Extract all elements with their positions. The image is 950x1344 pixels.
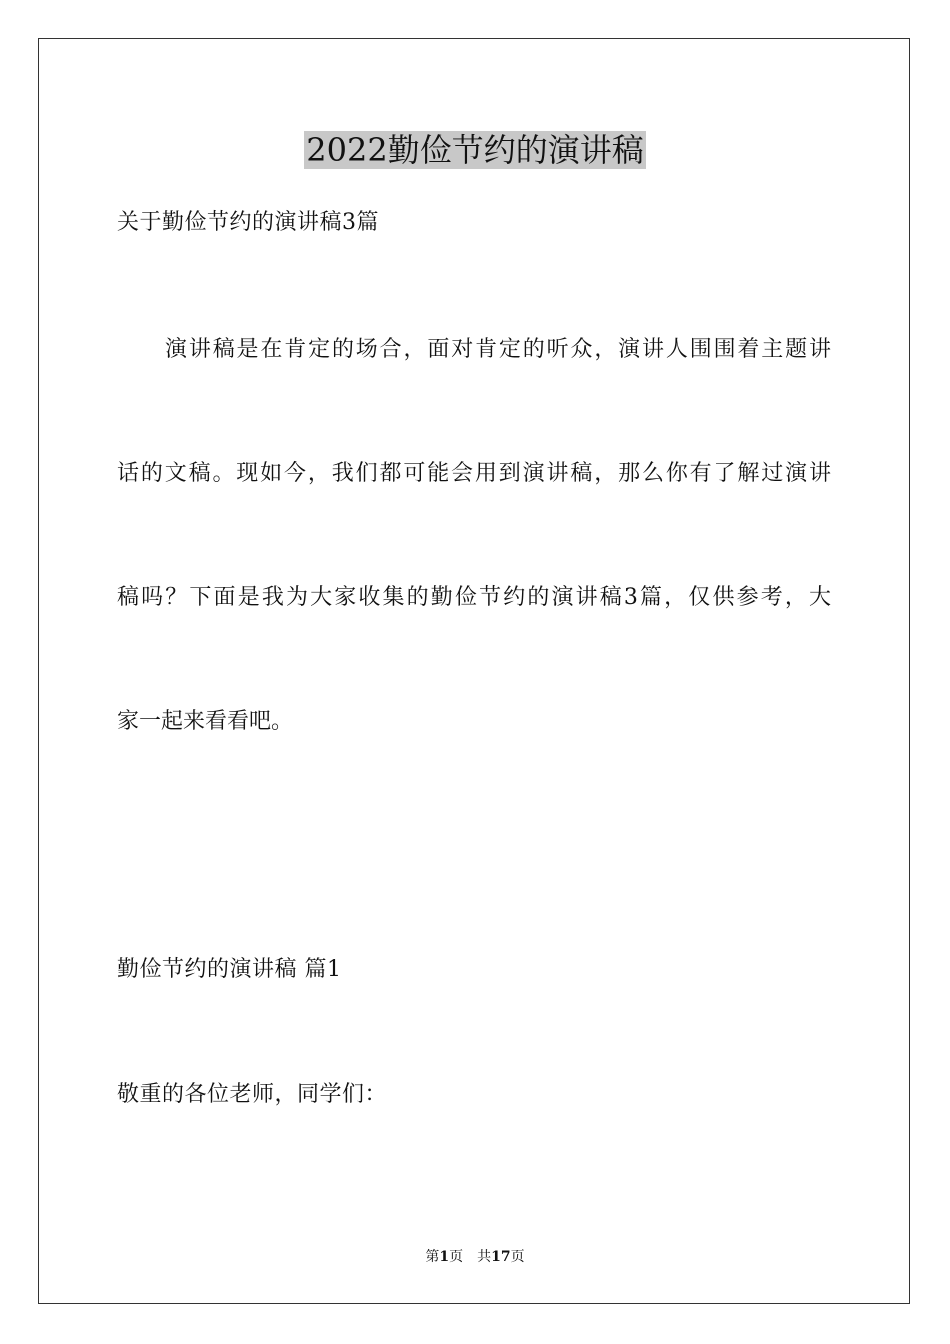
document-title-text: 2022勤俭节约的演讲稿 <box>306 131 644 169</box>
footer-total-prefix: 共 <box>477 1249 492 1265</box>
section-heading: 勤俭节约的演讲稿 篇1 <box>117 957 342 982</box>
footer-page-number: 1 <box>439 1249 450 1265</box>
intro-line-3: 稿吗？下面是我为大家收集的勤俭节约的演讲稿3篇，仅供参考，大 <box>117 585 831 610</box>
footer-total-unit: 页 <box>510 1249 525 1265</box>
footer-page-unit: 页 <box>449 1249 464 1265</box>
footer-page-prefix: 第 <box>425 1249 440 1265</box>
intro-line-1: 演讲稿是在肯定的场合，面对肯定的听众，演讲人围围着主题讲 <box>165 337 831 362</box>
intro-line-2: 话的文稿。现如今，我们都可能会用到演讲稿，那么你有了解过演讲 <box>117 461 831 486</box>
document-title <box>0 124 950 176</box>
footer-total-pages: 17 <box>491 1249 511 1265</box>
document-subtitle: 关于勤俭节约的演讲稿3篇 <box>117 210 379 235</box>
salutation: 敬重的各位老师，同学们： <box>117 1082 388 1107</box>
intro-line-4: 家一起来看看吧。 <box>117 709 294 734</box>
page-footer <box>0 1247 950 1267</box>
